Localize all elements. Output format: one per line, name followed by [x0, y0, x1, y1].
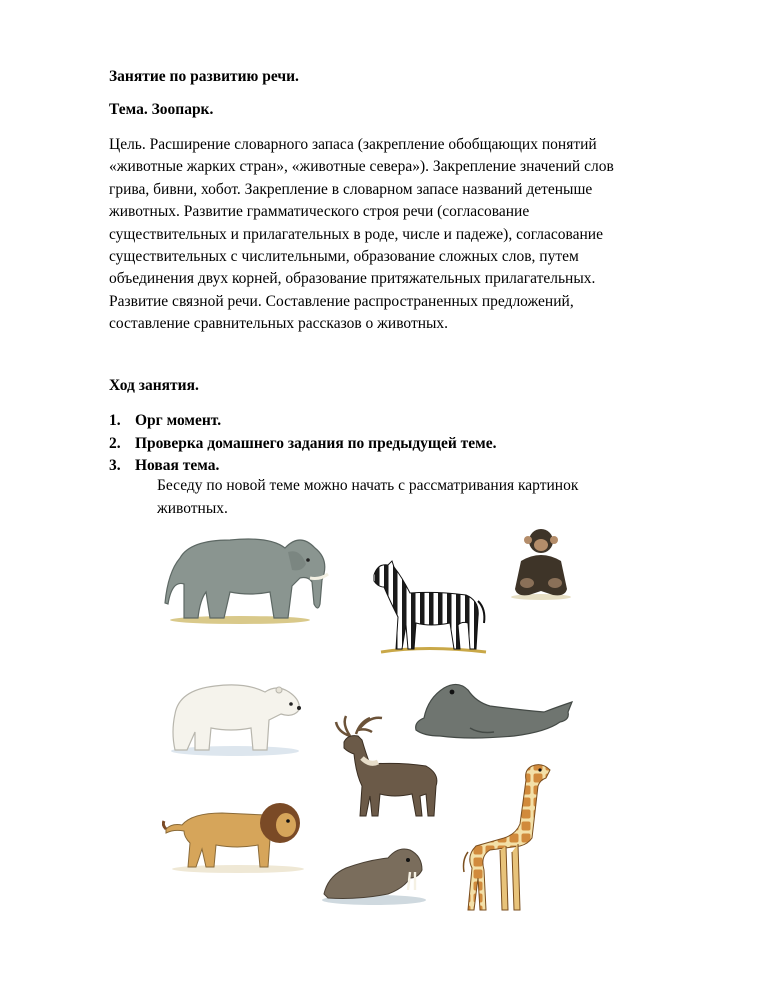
procedure-list — [109, 410, 497, 478]
goal-line: животных. Развитие грамматического строя речи (согласование — [109, 203, 530, 221]
goal-line: «животные жарких стран», «животные севера»). Закрепление значений слов — [109, 158, 614, 176]
list-item-text: Новая тема. — [135, 457, 220, 474]
lesson-topic: Тема. Зоопарк. — [109, 101, 214, 118]
polar-bear-picture — [165, 674, 305, 756]
goal-line: объединения двух корней, образование притяжательных прилагательных. — [109, 270, 596, 288]
walrus-picture — [318, 838, 428, 906]
note-line: животных. — [157, 499, 228, 517]
lion-picture — [162, 793, 314, 873]
step3-note — [157, 475, 578, 520]
list-item — [109, 433, 497, 456]
goal-line: составление сравнительных рассказов о животных. — [109, 315, 449, 333]
elephant-picture — [160, 520, 340, 625]
list-item-text: Проверка домашнего задания по предыдущей теме. — [135, 434, 497, 452]
lesson-title: Занятие по развитию речи. — [109, 68, 299, 85]
goal-line: существительных с числительными, образование сложных слов, путем — [109, 248, 579, 266]
goal-line: грива, бивни, хобот. Закрепление в словарном запасе названий детеныше — [109, 180, 593, 198]
chimpanzee-picture — [505, 525, 577, 601]
goal-line: Цель. Расширение словарного запаса (закрепление обобщающих понятий — [109, 136, 597, 153]
zebra-picture — [366, 557, 494, 657]
list-item-number: 3. — [109, 457, 121, 474]
list-item-number: 2. — [109, 434, 121, 452]
note-line: Беседу по новой теме можно начать с рассматривания картинок — [157, 477, 579, 494]
giraffe-picture — [460, 760, 560, 916]
lesson-goal-paragraph — [109, 134, 699, 336]
goal-line: Развитие связной речи. Составление распространенных предложений, — [109, 292, 574, 310]
goal-line: существительных и прилагательных в роде, числе и падеже), согласование — [109, 225, 603, 243]
list-item — [109, 410, 497, 433]
reindeer-picture — [330, 714, 444, 820]
list-item-number: 1. — [109, 412, 121, 429]
procedure-heading: Ход занятия. — [109, 377, 199, 394]
list-item-text: Орг момент. — [135, 412, 222, 429]
